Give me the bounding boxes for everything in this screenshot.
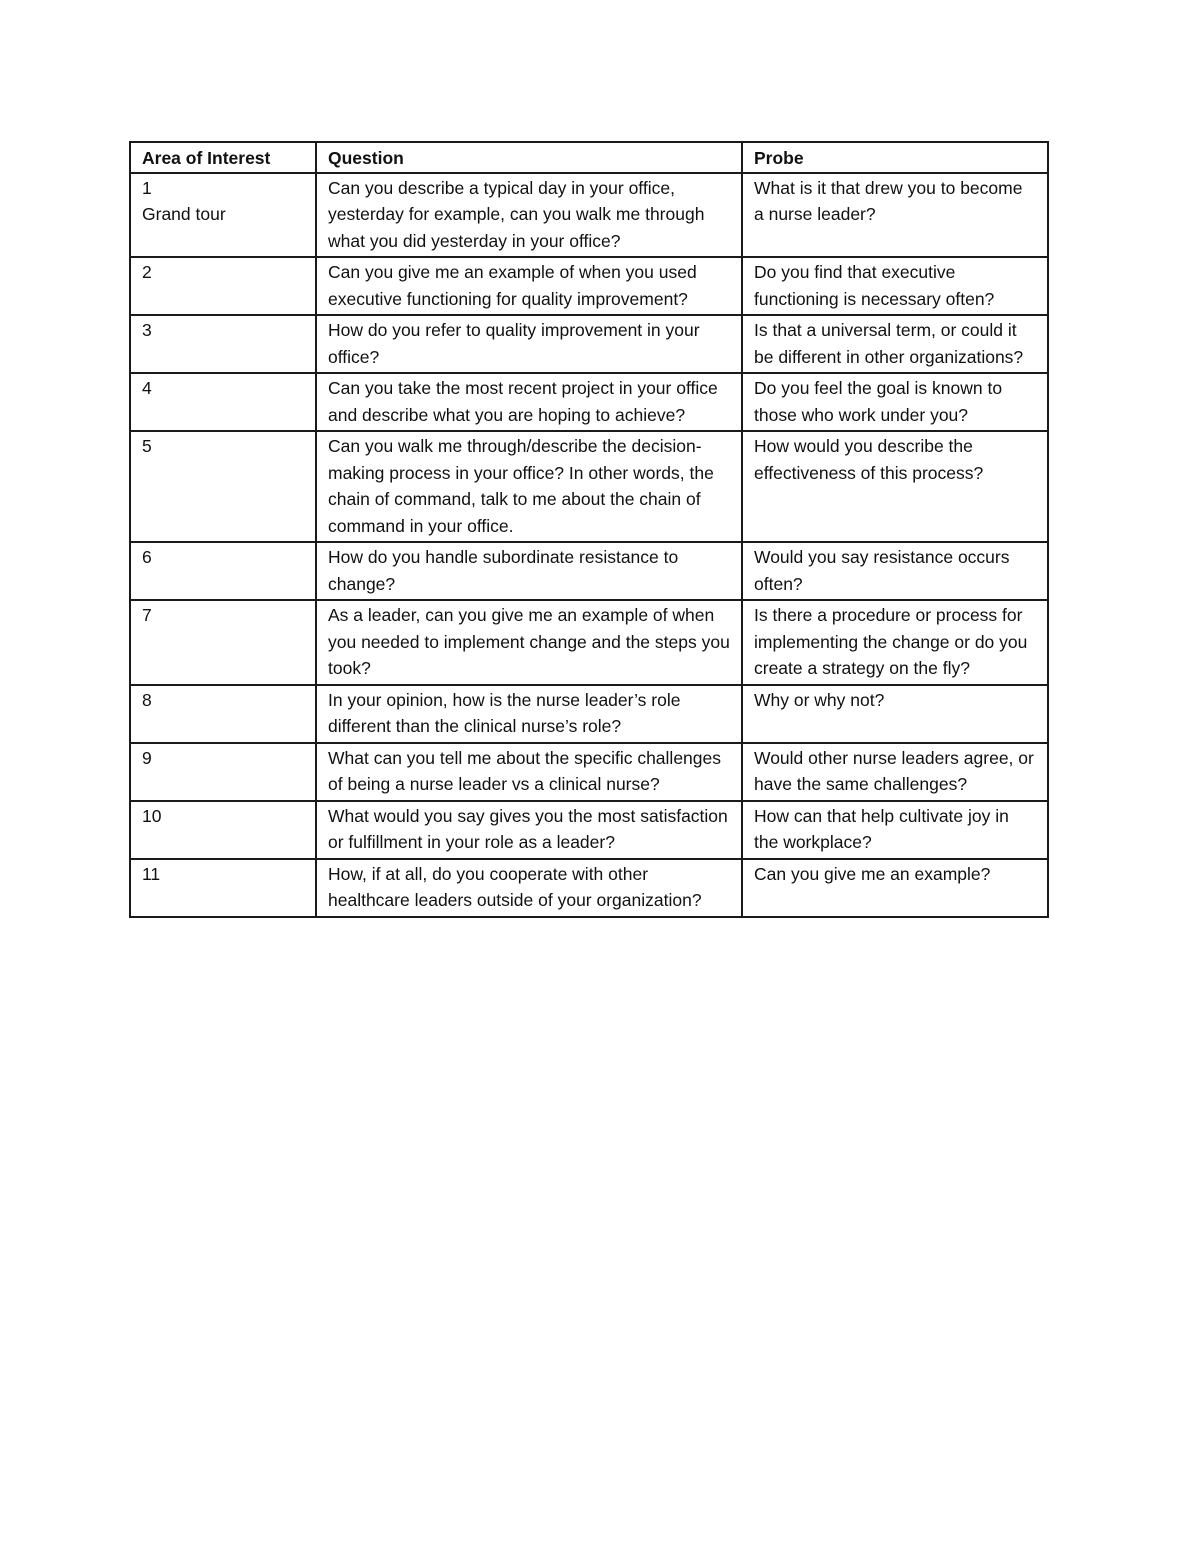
probe-cell: What is it that drew you to become a nurse leader? [742, 173, 1048, 258]
area-cell [130, 257, 316, 315]
table-row [130, 859, 1048, 917]
area-cell [130, 373, 316, 431]
area-number: 9 [142, 747, 152, 768]
area-cell [130, 743, 316, 801]
area-number: 7 [142, 605, 152, 625]
table-row [130, 743, 1048, 801]
area-number: 6 [142, 547, 152, 567]
area-number: 4 [142, 378, 152, 398]
question-cell: Can you give me an example of when you used executive functioning for quality improvement? [316, 257, 742, 315]
question-cell: How, if at all, do you cooperate with other healthcare leaders outside of your organization? [316, 859, 742, 917]
question-cell: What would you say gives you the most satisfaction or fulfillment in your role as a leader? [316, 801, 742, 859]
header-probe: Probe [742, 142, 1048, 173]
area-cell [130, 859, 316, 917]
area-number: 11 [142, 863, 161, 884]
area-cell [130, 685, 316, 743]
probe-cell: How would you describe the effectiveness of this process? [742, 431, 1048, 542]
probe-cell: How can that help cultivate joy in the workplace? [742, 801, 1048, 859]
question-cell: How do you refer to quality improvement in your office? [316, 315, 742, 373]
question-cell: What can you tell me about the specific challenges of being a nurse leader vs a clinical nurse? [316, 743, 742, 801]
question-cell: Can you take the most recent project in your office and describe what you are hoping to achieve? [316, 373, 742, 431]
interview-questions-table [129, 141, 1049, 918]
table-row [130, 685, 1048, 743]
table-row [130, 600, 1048, 685]
table-header-row [130, 142, 1048, 173]
area-cell [130, 600, 316, 685]
probe-cell: Do you feel the goal is known to those who work under you? [742, 373, 1048, 431]
area-cell [130, 315, 316, 373]
area-number: 2 [142, 262, 152, 282]
question-cell: Can you describe a typical day in your office, yesterday for example, can you walk me through what you did yesterday in your office? [316, 173, 742, 258]
area-number: 10 [142, 805, 162, 826]
probe-cell: Would other nurse leaders agree, or have the same challenges? [742, 743, 1048, 801]
table-row [130, 173, 1048, 258]
question-cell: How do you handle subordinate resistance to change? [316, 542, 742, 600]
area-label: Grand tour [142, 204, 226, 224]
area-cell [130, 801, 316, 859]
area-number: 8 [142, 689, 152, 710]
area-cell [130, 431, 316, 542]
probe-cell: Can you give me an example? [742, 859, 1048, 917]
question-cell: Can you walk me through/describe the decision-making process in your office? In other words, the chain of command, talk to me about the chain of command in your office. [316, 431, 742, 542]
probe-cell: Would you say resistance occurs often? [742, 542, 1048, 600]
table-row [130, 801, 1048, 859]
table-row [130, 542, 1048, 600]
probe-cell: Do you find that executive functioning is necessary often? [742, 257, 1048, 315]
table-row [130, 257, 1048, 315]
area-number: 5 [142, 436, 152, 456]
table-row [130, 431, 1048, 542]
area-cell [130, 173, 316, 258]
probe-cell: Is there a procedure or process for implementing the change or do you create a strategy on the fly? [742, 600, 1048, 685]
area-number: 1 [142, 177, 152, 198]
table-row [130, 315, 1048, 373]
area-cell [130, 542, 316, 600]
question-cell: In your opinion, how is the nurse leader’s role different than the clinical nurse’s role? [316, 685, 742, 743]
probe-cell: Why or why not? [742, 685, 1048, 743]
probe-cell: Is that a universal term, or could it be different in other organizations? [742, 315, 1048, 373]
header-area-of-interest: Area of Interest [130, 142, 316, 173]
table-row [130, 373, 1048, 431]
header-question: Question [316, 142, 742, 173]
area-number: 3 [142, 320, 152, 340]
question-cell: As a leader, can you give me an example of when you needed to implement change and the steps you took? [316, 600, 742, 685]
